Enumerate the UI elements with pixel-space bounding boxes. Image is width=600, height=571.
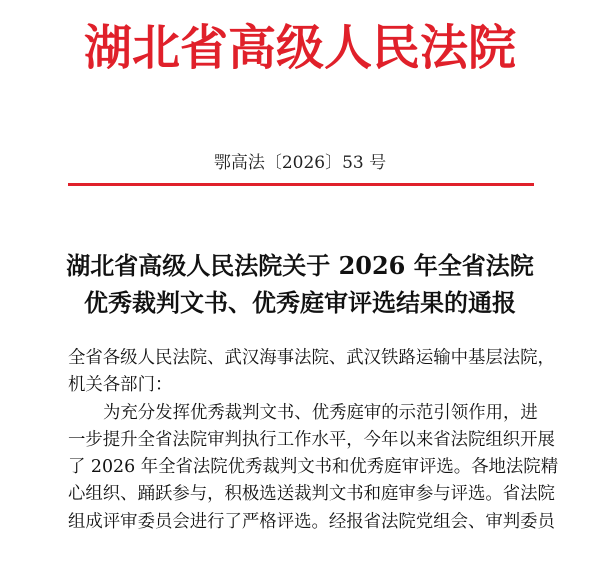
paragraph-line: 一步提升全省法院审判执行工作水平，今年以来省法院组织开展 (68, 429, 555, 450)
document-title (0, 247, 600, 321)
addressee-line: 机关各部门： (68, 375, 173, 396)
red-divider-line (68, 183, 534, 186)
paragraph-line: 为充分发挥优秀裁判文书、优秀庭审的示范引领作用，进 (103, 402, 538, 423)
document-number: 鄂高法〔2026〕53 号 (213, 153, 387, 173)
organization-header: 湖北省高级人民法院 (83, 20, 516, 76)
title-line: 优秀裁判文书、优秀庭审评选结果的通报 (84, 288, 516, 317)
paragraph-line: 了 2026 年全省法院优秀裁判文书和优秀庭审评选。各地法院精 (68, 457, 559, 478)
title-line: 湖北省高级人民法院关于 2026 年全省法院 (66, 251, 534, 280)
paragraph-line: 心组织、踊跃参与，积极选送裁判文书和庭审参与评选。省法院 (68, 484, 555, 505)
addressee-line: 全省各级人民法院、武汉海事法院、武汉铁路运输中基层法院， (68, 348, 555, 368)
paragraph-line: 组成评审委员会进行了严格评选。经报省法院党组会、审判委员 (68, 511, 555, 532)
document-body (68, 345, 559, 536)
